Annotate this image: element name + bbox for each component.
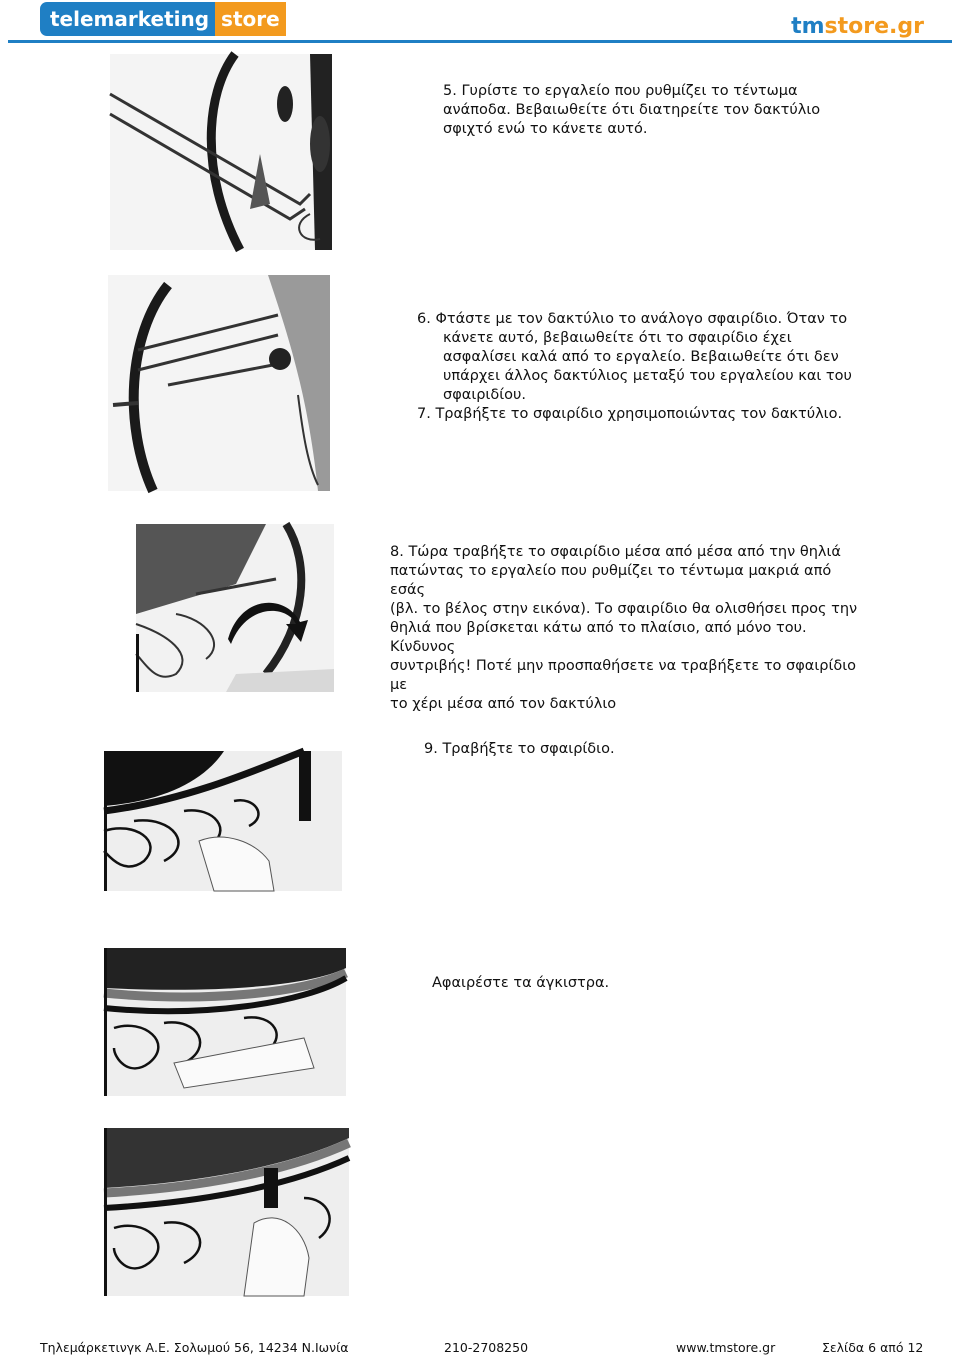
step8-line1: 8. Τώρα τραβήξτε το σφαιρίδιο μέσα από μέσα από την θηλιά [390, 544, 841, 560]
step8-line6: το χέρι μέσα από τον δακτύλιο [390, 696, 617, 712]
photo-step8 [136, 524, 334, 692]
photo-step6 [108, 275, 330, 491]
step6-7-text [417, 310, 857, 424]
step10-text [432, 974, 832, 993]
telemarketing-store-logo [40, 2, 297, 36]
logo-registered-mark: ® [287, 5, 297, 15]
logo-right-word1: tm [791, 14, 825, 39]
step5-text [443, 82, 863, 139]
step5-line2: ανάποδα. Βεβαιωθείτε ότι διατηρείτε τον δακτύλιο [443, 102, 821, 118]
step6-line1: 6. Φτάστε με τον δακτύλιο το ανάλογο σφαιρίδιο. Όταν το [417, 311, 848, 327]
step7-line1: 7. Τραβήξτε το σφαιρίδιο χρησιμοποιώντας τον δακτύλιο. [417, 406, 843, 422]
photo-step10 [104, 948, 346, 1096]
step8-line4: θηλιά που βρίσκεται κάτω από το πλαίσιο, από μόνο του. Κίνδυνος [390, 620, 807, 655]
photo-step5-illustration [110, 54, 332, 250]
step6-line4: υπάρχει άλλος δακτύλιος μεταξύ του εργαλείου και του [443, 368, 852, 384]
step5-line1: 5. Γυρίστε το εργαλείο που ρυθμίζει το τέντωμα [443, 83, 798, 99]
step6-line2: κάνετε αυτό, βεβαιωθείτε ότι το σφαιρίδιο έχει [443, 330, 792, 346]
step6-line3: ασφαλίσει καλά από το εργαλείο. Βεβαιωθείτε ότι δεν [443, 349, 839, 365]
step9-line1: 9. Τραβήξτε το σφαιρίδιο. [424, 741, 615, 757]
step6-line5: σφαιριδίου. [443, 387, 526, 403]
step8-line2: πατώντας το εργαλείο που ρυθμίζει το τέντωμα μακριά από εσάς [390, 563, 832, 598]
step9-text [424, 740, 824, 759]
photo-step10-illustration [104, 948, 346, 1096]
footer-company: Τηλεμάρκετινγκ Α.Ε. Σολωμού 56, 14234 Ν.Ιωνία [40, 1340, 349, 1355]
photo-step8-illustration [136, 524, 334, 692]
footer-website[interactable]: www.tmstore.gr [676, 1340, 776, 1355]
step5-line3: σφιχτό ενώ το κάνετε αυτό. [443, 121, 648, 137]
tmstore-logo [791, 14, 924, 39]
logo-right-word2: store.gr [824, 14, 924, 39]
photo-step5 [110, 54, 332, 250]
footer-phone: 210-2708250 [444, 1340, 529, 1355]
step8-line5: συντριβής! Ποτέ μην προσπαθήσετε να τραβήξετε το σφαιρίδιο με [390, 658, 857, 693]
logo-left-word2: store [215, 2, 286, 36]
photo-step9 [104, 751, 342, 891]
step8-line3: (βλ. το βέλος στην εικόνα). Το σφαιρίδιο θα ολισθήσει προς την [390, 601, 858, 617]
logo-left-word1: telemarketing [50, 7, 210, 31]
photo-step9-illustration [104, 751, 342, 891]
step8-text [390, 543, 860, 714]
step10-line1: Αφαιρέστε τα άγκιστρα. [432, 975, 610, 991]
photo-step11 [104, 1128, 349, 1296]
footer-page-number: Σελίδα 6 από 12 [822, 1340, 924, 1355]
photo-step6-illustration [108, 275, 330, 491]
photo-step11-illustration [104, 1128, 349, 1296]
header-rule [8, 40, 952, 43]
